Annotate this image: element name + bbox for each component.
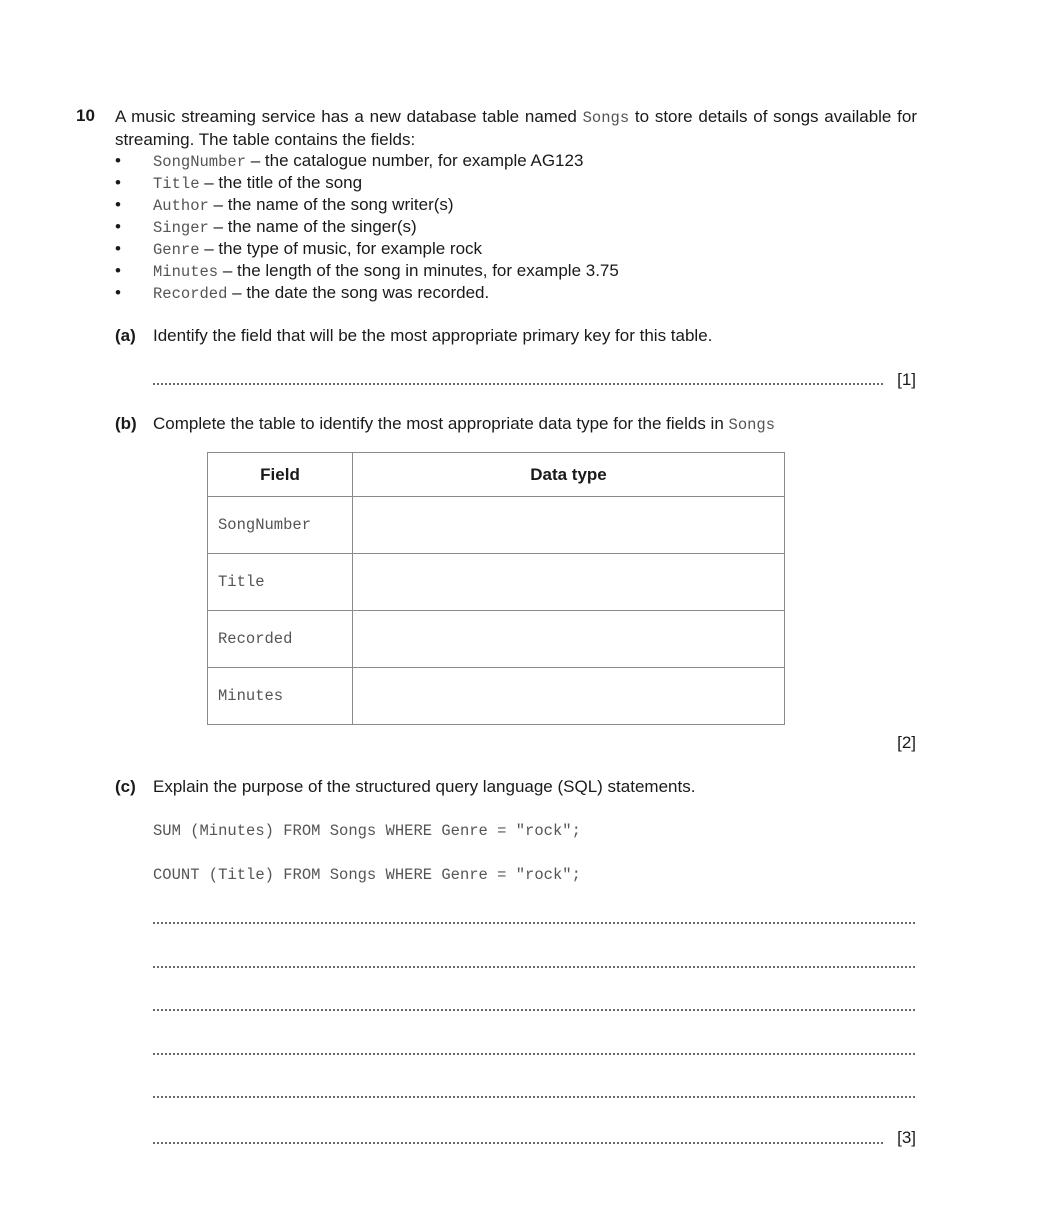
field-cell: Title [208, 554, 353, 611]
table-row [208, 668, 785, 725]
table-header-field: Field [208, 453, 353, 497]
sql-statement-sum: SUM (Minutes) FROM Songs WHERE Genre = "rock"; [153, 822, 581, 840]
part-c-label: (c) [115, 777, 136, 796]
list-item: • Minutes – the length of the song in minutes, for example 3.75 [115, 261, 619, 281]
table-row [208, 554, 785, 611]
table-row [208, 497, 785, 554]
part-b-question: Complete the table to identify the most appropriate data type for the fields in Songs [153, 414, 776, 434]
table-row [208, 611, 785, 668]
field-cell: Minutes [208, 668, 353, 725]
field-cell: Recorded [208, 611, 353, 668]
answer-line-c[interactable] [153, 922, 915, 924]
answer-line-c[interactable] [153, 1009, 915, 1011]
data-type-table [207, 452, 785, 725]
answer-line-c[interactable] [153, 1053, 915, 1055]
data-type-input-cell[interactable] [353, 611, 785, 668]
part-a-question: Identify the field that will be the most appropriate primary key for this table. [153, 326, 713, 345]
answer-line-c[interactable] [153, 1096, 915, 1098]
mark-c: [3] [897, 1128, 916, 1147]
table-header-data-type: Data type [353, 453, 785, 497]
field-cell: SongNumber [208, 497, 353, 554]
sql-statement-count: COUNT (Title) FROM Songs WHERE Genre = "rock"; [153, 866, 581, 884]
list-item: • Genre – the type of music, for example rock [115, 239, 483, 259]
data-type-input-cell[interactable] [353, 554, 785, 611]
question-intro: A music streaming service has a new database table named Songs to store details of songs available for streaming. The table contains the fields: [115, 107, 917, 149]
mark-b: [2] [897, 733, 916, 752]
question-number: 10 [76, 106, 95, 125]
field-list [115, 150, 619, 304]
list-item: • Singer – the name of the singer(s) [115, 217, 417, 237]
mark-a: [1] [897, 370, 916, 389]
list-item: • Title – the title of the song [115, 173, 363, 193]
table-name-songs: Songs [582, 109, 630, 127]
list-item: • Author – the name of the song writer(s) [115, 195, 454, 215]
answer-line-c[interactable] [153, 1142, 883, 1144]
part-b-label: (b) [115, 414, 137, 433]
list-item: • Recorded – the date the song was recorded. [115, 283, 490, 303]
list-item: • SongNumber – the catalogue number, for example AG123 [115, 151, 584, 171]
answer-line-c[interactable] [153, 966, 915, 968]
part-c-question: Explain the purpose of the structured query language (SQL) statements. [153, 777, 696, 796]
data-type-input-cell[interactable] [353, 497, 785, 554]
answer-line-a[interactable] [153, 383, 883, 385]
part-a-label: (a) [115, 326, 136, 345]
data-type-input-cell[interactable] [353, 668, 785, 725]
